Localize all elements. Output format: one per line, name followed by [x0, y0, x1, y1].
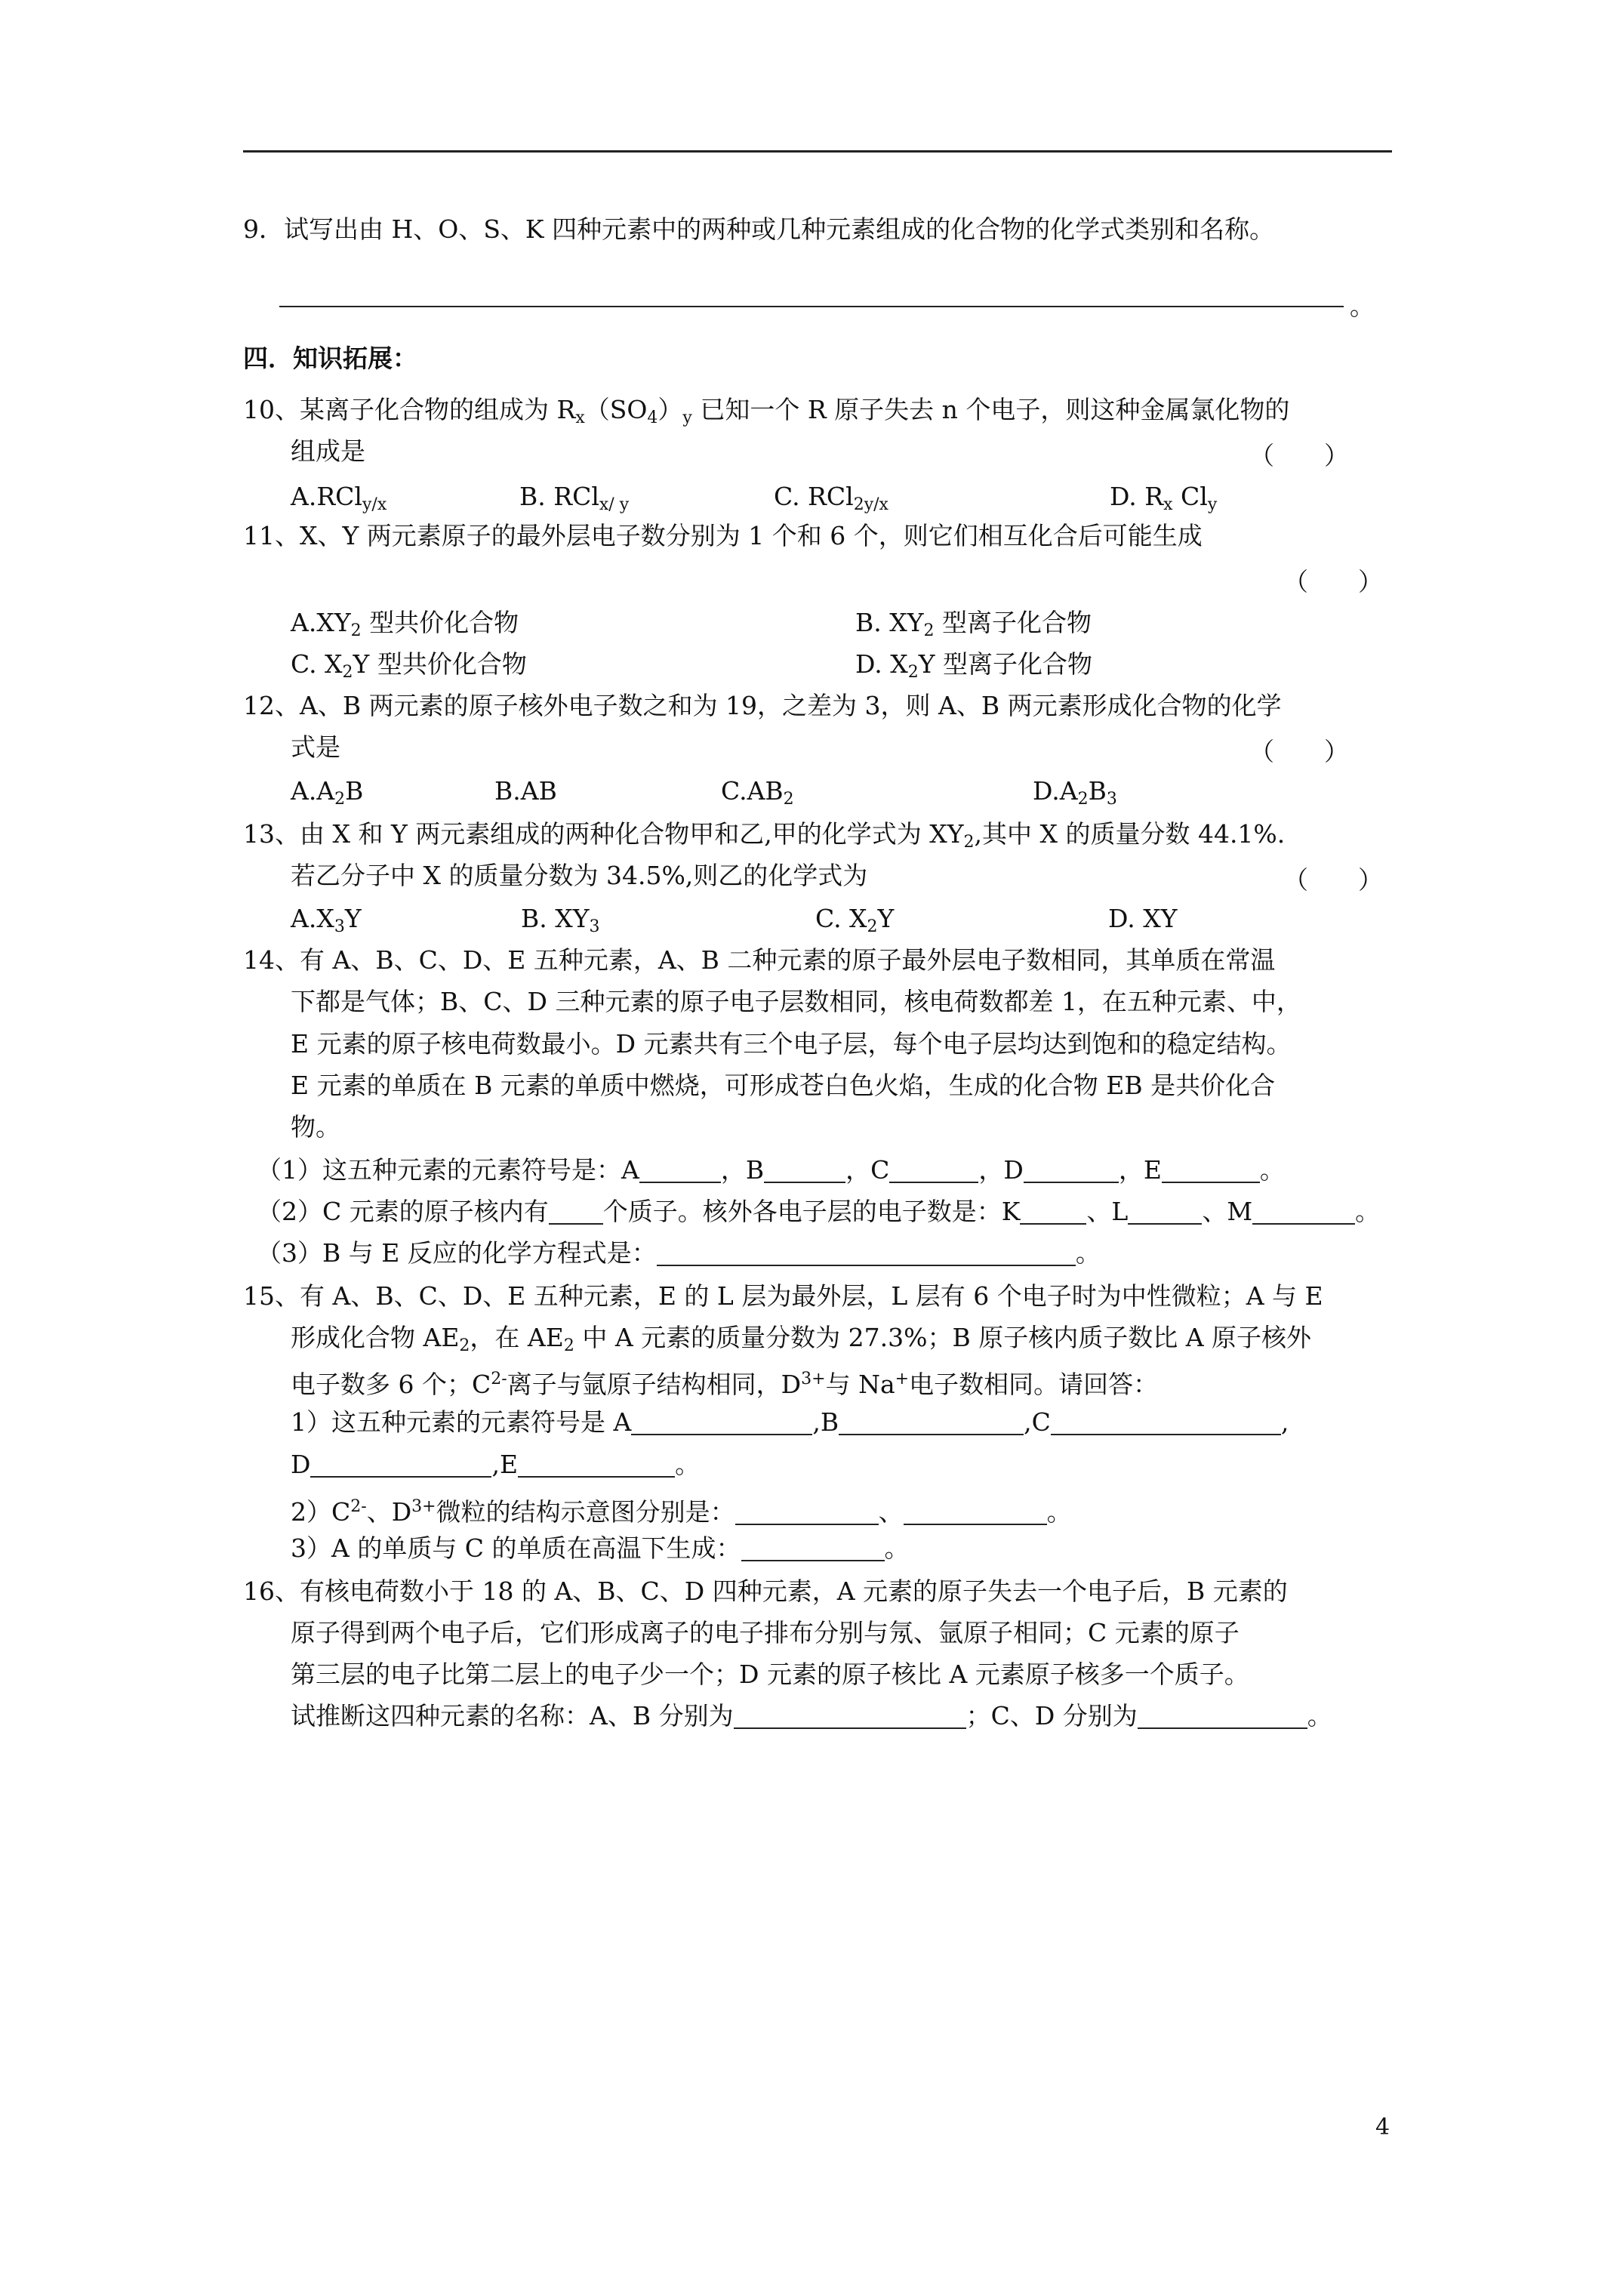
question-9: 9．试写出由 H、O、S、K 四种元素中的两种或几种元素组成的化合物的化学式类别和名称。 [243, 214, 1275, 244]
question-13-line-2: 若乙分子中 X 的质量分数为 34.5%,则乙的化学式为 [291, 861, 868, 890]
question-14-part-2: （2）C 元素的原子核内有 个质子。核外各电子层的电子数是：K 、L 、M 。 [257, 1197, 1381, 1226]
blank-14-d [1024, 1159, 1119, 1183]
question-15-part-1-cont: D ,E 。 [291, 1450, 701, 1479]
option-12b: B.AB [494, 776, 557, 806]
question-10-line-1: 10、某离子化合物的组成为 $R_x(SO_4)_y$ 已知一个 R 原子失去 n 个电子，则这种金属氯化物的 [243, 395, 1290, 427]
option-11b: B. $XY_2$ 型离子化合物 [855, 608, 1092, 640]
blank-14-protons [549, 1200, 603, 1225]
page-number: 4 [1375, 2114, 1390, 2140]
header-rule [243, 150, 1392, 153]
blank-15-diagram-c [735, 1501, 879, 1525]
question-15-line-2: 形成化合物 $AE_2$，在 $AE_2$ 中 A 元素的质量分数为 27.3%；B 原子核内质子数比 A 原子核外 [291, 1323, 1312, 1355]
blank-14-m [1252, 1200, 1355, 1225]
question-14-line-4: E 元素的单质在 B 元素的单质中燃烧，可形成苍白色火焰，生成的化合物 EB 是共价化合 [291, 1071, 1276, 1100]
option-12d: $D.A_2B_3$ [1033, 776, 1117, 809]
answer-paren-12: （ ） [1249, 737, 1349, 766]
question-16-line-3: 第三层的电子比第二层上的电子少一个；D 元素的原子核比 A 元素原子核多一个质子。 [291, 1660, 1249, 1689]
question-14-part-1: （1）这五种元素的元素符号是：A ，B ，C ，D ，E 。 [257, 1155, 1285, 1185]
period: 。 [1350, 291, 1375, 321]
question-10-line-2: 组成是 [291, 436, 365, 466]
question-15-line-1: 15、有 A、B、C、D、E 五种元素，E 的 L 层为最外层，L 层有 6 个电子时为中性微粒；A 与 E [243, 1281, 1323, 1311]
question-14-line-5: 物。 [291, 1112, 340, 1142]
question-11-line-1: 11、X、Y 两元素原子的最外层电子数分别为 1 个和 6 个，则它们相互化合后可能生成 [243, 521, 1203, 550]
option-10d: D. $R_x$ $Cl_y$ [1110, 482, 1218, 514]
option-13c: C. $X_2Y$ [815, 904, 895, 936]
answer-blank-9 [279, 306, 1344, 307]
answer-paren-13: （ ） [1283, 865, 1383, 895]
question-16-line-2: 原子得到两个电子后，它们形成离子的电子排布分别与氖、氩原子相同；C 元素的原子 [291, 1618, 1240, 1647]
blank-14-l [1128, 1200, 1202, 1225]
question-14-part-3: （3）B 与 E 反应的化学方程式是： 。 [257, 1238, 1101, 1268]
question-13-line-1: 13、由 X 和 Y 两元素组成的两种化合物甲和乙,甲的化学式为 $XY_2$,其中 X 的质量分数 44.1%. [243, 819, 1286, 852]
option-13d: D. XY [1108, 904, 1178, 933]
question-14-line-1: 14、有 A、B、C、D、E 五种元素，A、B 二种元素的原子最外层电子数相同，其单质在常温 [243, 945, 1276, 975]
option-10c: C. RCl$_{2y/x}$ [774, 482, 888, 514]
answer-paren-10: （ ） [1249, 441, 1349, 470]
question-16-line-1: 16、有核电荷数小于 18 的 A、B、C、D 四种元素，A 元素的原子失去一个电子后，B 元素的 [243, 1576, 1288, 1606]
blank-16-ab [734, 1705, 966, 1729]
blank-14-c [889, 1159, 978, 1183]
question-15-part-2: $2)C^{2-}$、$D^{3+}$微粒的结构示意图分别是： 、 。 [291, 1497, 1072, 1527]
option-11d: D. $X_2Y$ 型离子化合物 [855, 649, 1093, 682]
blank-14-e [1162, 1159, 1260, 1183]
question-15-line-3: 电子数多 6 个；$C^{2-}$离子与氩原子结构相同，$D^{3+}$与 Na+电子数相同。请回答： [291, 1370, 1159, 1399]
option-11c: C. $X_2Y$ 型共价化合物 [291, 649, 527, 682]
option-13a: $A.X_3Y$ [291, 904, 362, 936]
option-12a: $A.A_2B$ [291, 776, 364, 809]
blank-14-b [764, 1159, 845, 1183]
option-11a: $A.XY_2$ 型共价化合物 [291, 608, 519, 640]
answer-paren-11: （ ） [1283, 567, 1383, 596]
question-12-line-1: 12、A、B 两元素的原子核外电子数之和为 19，之差为 3，则 A、B 两元素形成化合物的化学 [243, 691, 1282, 720]
blank-15-d [310, 1453, 491, 1478]
question-16-line-4: 试推断这四种元素的名称：A、B 分别为 ；C、D 分别为 。 [291, 1701, 1332, 1730]
blank-15-a [631, 1411, 812, 1435]
option-10b: B. RCl$_{x/ y}$ [519, 482, 630, 514]
section-heading: 四．知识拓展： [243, 344, 417, 373]
blank-15-diagram-d [904, 1501, 1047, 1525]
option-12c: $C.AB_2$ [721, 776, 794, 809]
blank-15-c [1051, 1411, 1281, 1435]
blank-14-equation [657, 1242, 1076, 1266]
question-15-part-1: 1）这五种元素的元素符号是 A ,B ,C , [291, 1407, 1289, 1437]
question-14-line-3: E 元素的原子核电荷数最小。D 元素共有三个电子层，每个电子层均达到饱和的稳定结构。 [291, 1029, 1292, 1059]
blank-14-k [1020, 1200, 1086, 1225]
question-15-part-3: 3）A 的单质与 C 的单质在高温下生成： 。 [291, 1533, 910, 1563]
question-14-line-2: 下都是气体；B、C、D 三种元素的原子电子层数相同，核电荷数都差 1，在五种元素、中， [291, 987, 1301, 1016]
blank-15-b [839, 1411, 1024, 1435]
question-12-line-2: 式是 [291, 732, 340, 762]
blank-16-cd [1138, 1705, 1307, 1729]
blank-14-a [639, 1159, 721, 1183]
blank-15-product [741, 1537, 885, 1561]
option-10a: A.RCl$_{y/x}$ [291, 482, 387, 514]
option-13b: B. $XY_3$ [521, 904, 600, 936]
blank-15-e [518, 1453, 675, 1478]
